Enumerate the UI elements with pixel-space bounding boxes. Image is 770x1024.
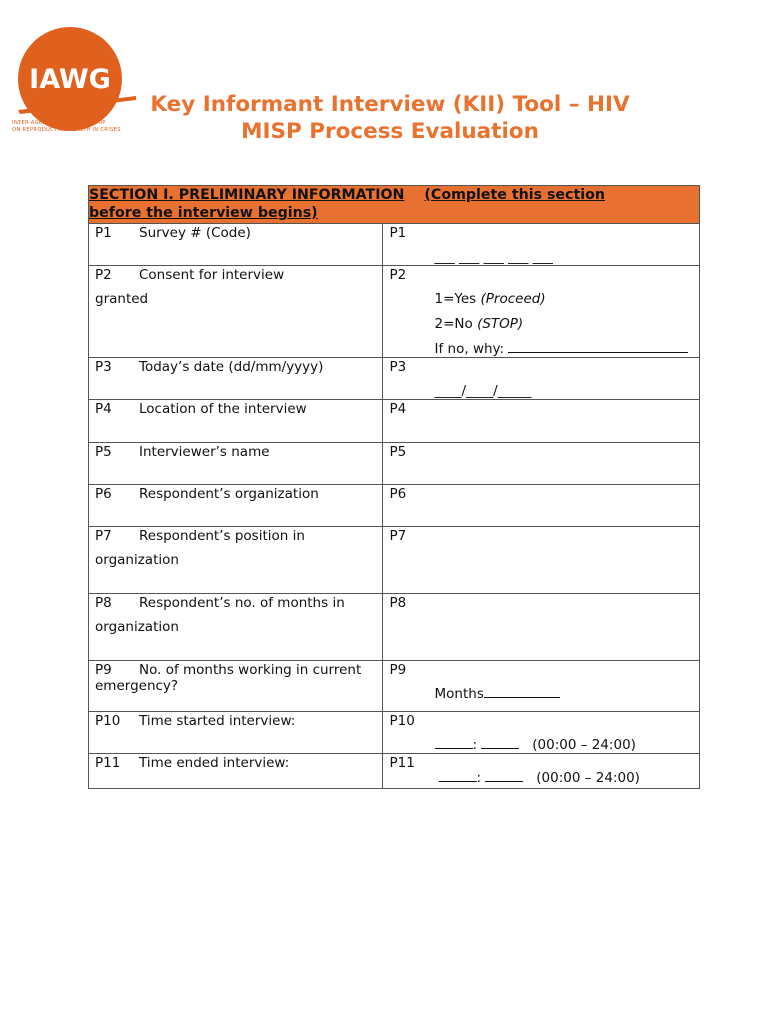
consent-option-yes[interactable] — [435, 291, 546, 307]
date-field[interactable]: ____/____/_____ — [434, 383, 532, 399]
question-label: Location of the interview — [139, 401, 307, 417]
logo-text: IAWG — [29, 64, 111, 95]
months-in-organization-field[interactable] — [382, 594, 699, 661]
interviewer-name-field[interactable] — [382, 443, 699, 485]
table-row-p1 — [89, 224, 700, 266]
answer-code: P10 — [389, 713, 415, 729]
section-header — [89, 186, 700, 224]
row-code: P7 — [95, 528, 112, 544]
option-label: 1=Yes — [434, 291, 477, 307]
table-row-p5 — [89, 443, 700, 485]
option-note: (STOP) — [477, 316, 524, 332]
row-code: P5 — [95, 444, 112, 460]
minutes-blank-line[interactable] — [481, 737, 519, 749]
months-blank-line[interactable] — [484, 686, 560, 698]
question-label: Today’s date (dd/mm/yyyy) — [139, 359, 324, 375]
row-code: P2 — [95, 267, 112, 283]
table-row-p11 — [89, 754, 700, 789]
question-label-cont: organization — [95, 552, 179, 568]
hours-blank-line[interactable] — [439, 770, 477, 782]
reason-blank-line[interactable] — [508, 341, 688, 353]
question-label: Respondent’s no. of months in — [139, 595, 345, 611]
months-emergency-field[interactable] — [435, 686, 560, 702]
table-row-p3 — [89, 358, 700, 400]
consent-reason-field[interactable] — [435, 341, 689, 357]
months-label: Months — [434, 686, 484, 702]
time-range-hint: (00:00 – 24:00) — [532, 737, 636, 753]
time-separator: : — [476, 770, 482, 786]
answer-code: P11 — [389, 755, 415, 771]
time-range-hint: (00:00 – 24:00) — [536, 770, 640, 786]
table-row-p9 — [89, 661, 700, 712]
answer-code: P1 — [389, 225, 407, 241]
survey-code-field[interactable]: ___ ___ ___ ___ ___ — [434, 249, 553, 265]
logo-subtitle-line1: INTER-AGENCY WORKING GROUP — [12, 120, 106, 126]
section-note-line2: before the interview begins) — [89, 205, 318, 221]
logo-subtitle-line2: ON REPRODUCTIVE HEALTH IN CRISES — [12, 126, 121, 133]
hours-blank-line[interactable] — [435, 737, 473, 749]
question-label: Respondent’s position in — [139, 528, 305, 544]
table-row-p6 — [89, 485, 700, 527]
respondent-position-field[interactable] — [382, 527, 699, 594]
table-row-p10 — [89, 712, 700, 754]
option-note: (Proceed) — [480, 291, 546, 307]
table-row-p2 — [89, 266, 700, 358]
respondent-organization-field[interactable] — [382, 485, 699, 527]
table-row-p8 — [89, 594, 700, 661]
row-code: P1 — [95, 225, 112, 241]
answer-code: P8 — [389, 595, 407, 611]
question-label: Respondent’s organization — [139, 486, 319, 502]
row-code: P8 — [95, 595, 112, 611]
page-title-line2: MISP Process Evaluation — [241, 119, 539, 144]
question-label: Interviewer’s name — [139, 444, 270, 460]
consent-option-no[interactable] — [435, 316, 524, 332]
time-started-field[interactable] — [435, 737, 636, 753]
section-note-line1: (Complete this section — [424, 187, 605, 203]
time-ended-field[interactable] — [439, 770, 640, 786]
answer-code: P6 — [389, 486, 407, 502]
section-heading: SECTION I. PRELIMINARY INFORMATION — [89, 187, 405, 203]
row-code: P4 — [95, 401, 112, 417]
page-title-line1: Key Informant Interview (KII) Tool – HIV — [150, 92, 630, 117]
location-field[interactable] — [382, 400, 699, 443]
row-code: P10 — [95, 713, 121, 729]
question-label: Survey # (Code) — [139, 225, 251, 241]
answer-code: P9 — [389, 662, 407, 678]
row-code: P3 — [95, 359, 112, 375]
answer-code: P2 — [389, 267, 407, 283]
answer-code: P4 — [389, 401, 407, 417]
minutes-blank-line[interactable] — [485, 770, 523, 782]
question-label-cont: organization — [95, 619, 179, 635]
question-label: Time ended interview: — [139, 755, 290, 771]
question-label: Time started interview: — [139, 713, 296, 729]
time-separator: : — [472, 737, 478, 753]
question-label: Consent for interview — [139, 267, 285, 283]
question-label-cont: emergency? — [95, 678, 179, 694]
row-code: P9 — [95, 662, 112, 678]
row-code: P11 — [95, 755, 121, 771]
row-code: P6 — [95, 486, 112, 502]
table-row-p7 — [89, 527, 700, 594]
preliminary-info-table — [88, 185, 700, 789]
option-label: 2=No — [434, 316, 473, 332]
answer-code: P7 — [389, 528, 407, 544]
table-row-p4 — [89, 400, 700, 443]
answer-code: P3 — [389, 359, 407, 375]
question-label-cont: granted — [95, 291, 149, 307]
answer-code: P5 — [389, 444, 407, 460]
question-label: No. of months working in current — [139, 662, 362, 678]
option-label: If no, why: — [434, 341, 505, 357]
